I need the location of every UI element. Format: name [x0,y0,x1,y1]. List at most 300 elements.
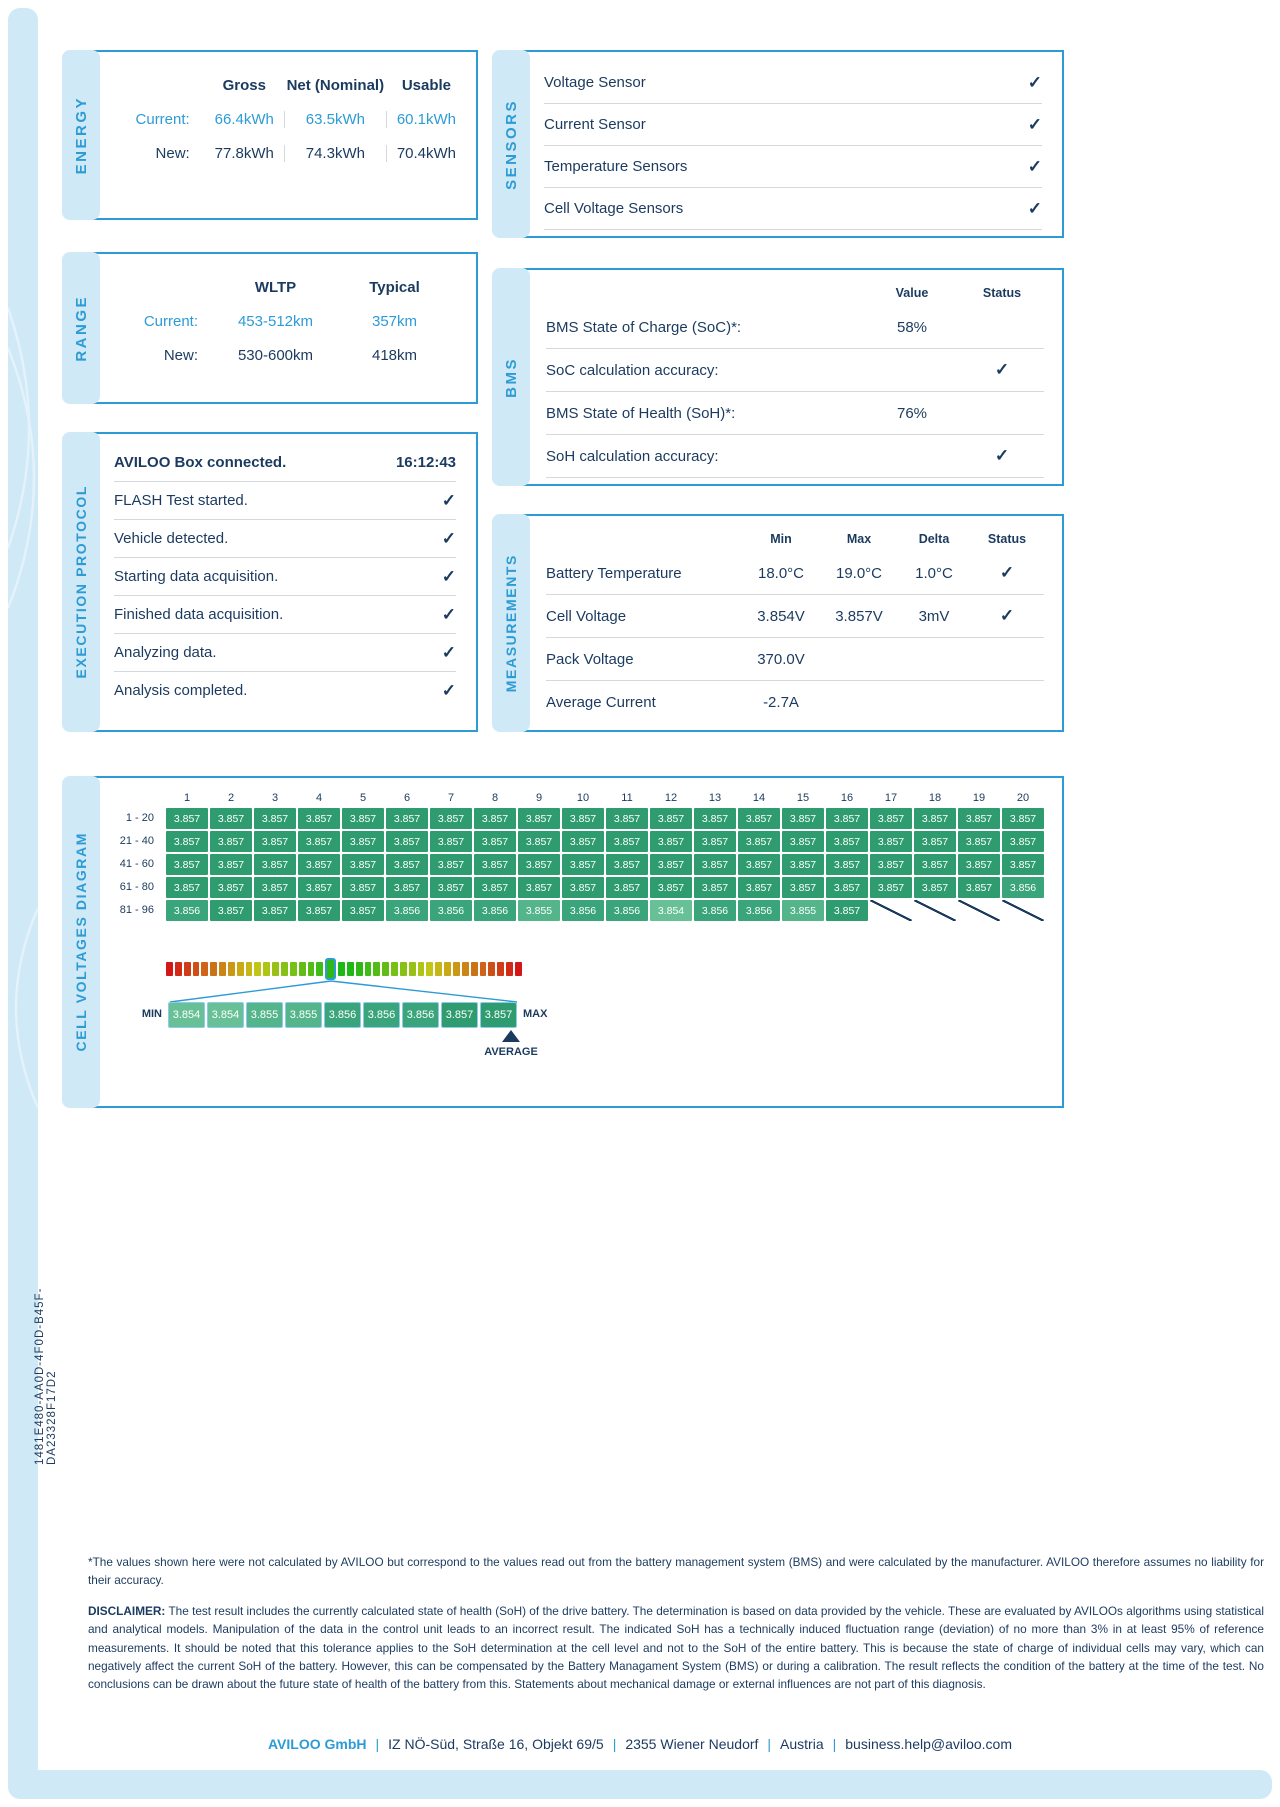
bms-col-status: Status [982,286,1022,300]
energy-new-net: 74.3kWh [284,145,386,162]
check-icon: ✓ [994,360,1010,379]
protocol-box-connected-label: AVILOO Box connected. [114,454,287,471]
min-max-zoom-row [168,1002,517,1028]
cell-voltage: 3.857 [474,808,516,829]
bms-col-value: Value [895,286,929,300]
range-new-typical: 418km [371,346,418,364]
cell-voltage: 3.857 [562,854,604,875]
cell-voltage: 3.857 [254,854,296,875]
measurement-min: 18.0°C [757,564,805,582]
scale-segment [462,962,469,976]
sensors-panel [518,50,1064,238]
scale-segment [356,962,363,976]
scale-segment [506,962,513,976]
cell-voltage: 3.857 [958,808,1000,829]
cell-voltage: 3.857 [650,808,692,829]
measurement-label: Pack Voltage [546,650,634,668]
scale-segment [281,962,288,976]
cell-voltage: 3.857 [298,900,340,921]
sensor-row [544,104,1042,146]
measurements-col-delta: Delta [918,532,950,546]
measurement-label: Average Current [546,693,656,711]
zoom-cell-voltage: 3.854 [168,1002,205,1028]
cell-voltage: 3.857 [430,877,472,898]
cell-voltage: 3.856 [562,900,604,921]
cell-voltage: 3.856 [430,900,472,921]
energy-current-usable: 60.1kWh [386,111,466,128]
cell-voltage: 3.854 [650,900,692,921]
range-header-row [106,270,466,304]
check-icon: ✓ [441,642,456,662]
scale-segment [263,962,270,976]
grid-row-label: 1 - 20 [125,812,154,824]
sensor-label: Voltage Sensor [544,74,646,91]
protocol-row-box-connected [114,444,456,482]
cell-voltage: 3.857 [1002,831,1044,852]
scale-segment [272,962,279,976]
cell-voltage: 3.857 [650,854,692,875]
cell-voltage: 3.857 [298,854,340,875]
scale-segment [471,962,478,976]
check-icon: ✓ [1027,198,1042,218]
section-tab-bms [492,268,530,486]
cell-voltage: 3.857 [166,877,208,898]
protocol-step-label: Analysis completed. [114,682,248,699]
cell-voltage: 3.857 [562,808,604,829]
cell-voltage: 3.857 [254,877,296,898]
cell-voltage: 3.857 [738,877,780,898]
zoom-cell-voltage: 3.854 [207,1002,244,1028]
energy-new-gross: 77.8kWh [214,144,274,162]
zoom-cell-voltage: 3.857 [480,1002,517,1028]
cell-voltage: 3.857 [210,808,252,829]
footer-city: 2355 Wiener Neudorf [625,1736,759,1752]
footer-separator: | [832,1736,837,1752]
decorative-curves [8,8,38,1792]
cell-voltage-grid [102,790,1044,921]
scale-segment [201,962,208,976]
scale-segment [193,962,200,976]
cell-voltage: 3.857 [386,877,428,898]
cell-voltage: 3.857 [342,808,384,829]
section-tab-cell-voltages-diagram [62,776,100,1108]
scale-segment [426,962,433,976]
cell-voltage: 3.857 [562,877,604,898]
zoom-cell-voltage: 3.856 [402,1002,439,1028]
protocol-row [114,596,456,634]
grid-column-number: 15 [796,792,810,804]
cell-voltage: 3.857 [694,808,736,829]
measurement-delta: 1.0°C [915,564,953,582]
cell-voltage: 3.857 [210,900,252,921]
disclaimer-label: DISCLAIMER: [88,1604,166,1618]
cell-voltage: 3.857 [606,877,648,898]
range-new-wltp: 530-600km [237,346,314,364]
section-tab-range [62,252,100,404]
bms-soc-value: 58% [896,318,928,336]
scale-segment [184,962,191,976]
check-icon: ✓ [441,566,456,586]
cell-voltage: 3.857 [826,900,868,921]
sensor-row [544,62,1042,104]
cell-voltage: 3.857 [826,808,868,829]
scale-segment [488,962,495,976]
bottom-decor-band [8,1770,1272,1799]
cell-voltage: 3.856 [606,900,648,921]
cell-voltage: 3.856 [1002,877,1044,898]
cell-voltages-panel [88,776,1064,1108]
measurement-row-cell-voltage [546,595,1044,638]
execution-protocol-panel [88,432,478,732]
cell-voltage: 3.857 [210,831,252,852]
check-icon: ✓ [441,604,456,624]
section-tab-sensors-label: SENSORS [502,98,520,190]
scale-segment [400,962,407,976]
measurement-min: 370.0V [757,650,805,668]
energy-panel [88,50,478,220]
range-current-wltp: 453-512km [237,312,314,330]
grid-column-number: 19 [972,792,986,804]
section-tab-cell-voltages-diagram-label: CELL VOLTAGES DIAGRAM [73,832,89,1052]
grid-column-number: 10 [576,792,590,804]
sensor-label: Cell Voltage Sensors [544,200,684,217]
cell-voltage: 3.857 [386,854,428,875]
cell-voltage: 3.857 [210,854,252,875]
cell-voltage: 3.857 [430,854,472,875]
cell-voltage: 3.857 [914,808,956,829]
protocol-row [114,520,456,558]
cell-voltage: 3.857 [694,831,736,852]
cell-voltage: 3.857 [738,854,780,875]
cell-voltage: 3.857 [606,854,648,875]
scale-segment [347,962,354,976]
cell-voltage: 3.857 [958,854,1000,875]
bms-soh-accuracy-label: SoH calculation accuracy: [546,447,719,465]
disclaimer-text: The test result includes the currently calculated state of health (SoH) of the drive battery. The determination is based on data provided by the vehicle. These are evaluated by AVILOOs algorithms using statistical and analytical models. Manipulation of the data in the control unit leads to an incorrect result. The indicated SoH has a technically induced fluctuation range (deviation) of no more than 3% in at least 95% of reference measurements. It should be noted that this tolerance applies to the SoH determination at the cell level and not to the SoH of the entire battery. This is because the state of charge of individual cells may vary, which can negatively affect the current SoH of the battery. However, this can be compensated by the Battery Managament System (BMS) or during a calibration. The result reflects the condition of the battery at the time of the test. No conclusions can be drawn about the future state of health of the battery from this. Statements about mechanical damage or external influences are not part of this diagnosis. [88,1604,1264,1692]
footer-email: business.help@aviloo.com [845,1736,1013,1752]
scale-segment [246,962,253,976]
cell-voltage: 3.857 [342,900,384,921]
scale-segment [219,962,226,976]
cell-voltage: 3.857 [474,877,516,898]
check-icon: ✓ [999,563,1015,582]
cell-voltage: 3.856 [694,900,736,921]
protocol-row [114,558,456,596]
grid-row-label: 81 - 96 [119,904,154,916]
cell-voltage: 3.857 [958,831,1000,852]
grid-corner [102,790,164,806]
check-icon: ✓ [441,490,456,510]
cell-voltage: 3.857 [298,831,340,852]
cell-voltage: 3.857 [782,831,824,852]
measurements-panel [518,514,1064,732]
measurements-col-min: Min [770,532,792,546]
bms-soh-value: 76% [896,404,928,422]
grid-column-number: 11 [621,792,633,804]
cell-voltage: 3.857 [958,877,1000,898]
range-row-current [106,304,466,338]
energy-col-net-nominal: Net (Nominal) [286,76,385,94]
protocol-step-label: Starting data acquisition. [114,568,279,585]
cell-voltage: 3.857 [606,831,648,852]
cell-voltage: 3.857 [210,877,252,898]
sensor-label: Temperature Sensors [544,158,688,175]
footer-separator: | [375,1736,380,1752]
grid-column-number: 1 [183,792,191,804]
cell-voltage: 3.857 [342,877,384,898]
grid-column-number: 3 [271,792,279,804]
scale-segment [480,962,487,976]
cell-voltage: 3.857 [166,854,208,875]
scale-segment [515,962,522,976]
cell-voltage: 3.857 [870,831,912,852]
grid-column-number: 7 [447,792,455,804]
energy-current-gross: 66.4kWh [214,110,274,128]
grid-column-number: 5 [359,792,367,804]
grid-column-number: 16 [840,792,854,804]
section-tab-range-label: RANGE [72,294,90,362]
scale-marker [325,958,336,980]
bms-header-row [546,280,1044,306]
average-label: AVERAGE [484,1046,538,1058]
grid-column-number: 4 [315,792,323,804]
cell-voltage: 3.857 [914,831,956,852]
bms-row-soc [546,306,1044,349]
measurement-delta: 3mV [918,607,950,625]
average-marker-triangle [502,1030,520,1042]
scale-segment [308,962,315,976]
measurements-header-row [546,526,1044,552]
zoom-cell-voltage: 3.857 [441,1002,478,1028]
section-tab-energy [62,50,100,220]
section-tab-bms-label: BMS [502,356,520,398]
footer-company: AVILOO GmbH [267,1736,367,1752]
zoom-cell-voltage: 3.856 [363,1002,400,1028]
check-icon: ✓ [1027,156,1042,176]
grid-column-number: 18 [928,792,942,804]
scale-segment [382,962,389,976]
cell-voltage: 3.857 [914,854,956,875]
cell-voltage-empty [914,900,956,921]
grid-column-number: 20 [1016,792,1030,804]
cell-voltage: 3.857 [1002,854,1044,875]
measurement-max: 19.0°C [835,564,883,582]
footer-separator: | [612,1736,617,1752]
bms-row-soh-accuracy [546,435,1044,478]
scale-segment [373,962,380,976]
grid-column-number: 9 [535,792,543,804]
range-current-typical: 357km [371,312,418,330]
zoom-cell-voltage: 3.856 [324,1002,361,1028]
range-panel [88,252,478,404]
energy-header-row [106,68,466,102]
cell-voltage: 3.856 [386,900,428,921]
cell-voltage: 3.857 [562,831,604,852]
energy-new-usable: 70.4kWh [386,145,466,162]
cell-voltage: 3.857 [342,854,384,875]
cell-voltage: 3.857 [298,877,340,898]
grid-column-number: 14 [752,792,766,804]
footer [0,1736,1280,1752]
left-decor-band [8,8,38,1792]
cell-voltage: 3.857 [254,831,296,852]
cell-voltage: 3.856 [474,900,516,921]
range-row-current-label: Current: [143,312,198,330]
check-icon: ✓ [441,680,456,700]
scale-segment [453,962,460,976]
cell-voltage: 3.857 [782,808,824,829]
check-icon: ✓ [994,446,1010,465]
scale-segment [316,962,323,976]
section-tab-sensors [492,50,530,238]
scale-segment [237,962,244,976]
measurement-row-average-current [546,681,1044,723]
scale-segment [409,962,416,976]
cell-voltage: 3.857 [386,808,428,829]
bms-panel [518,268,1064,486]
grid-column-number: 17 [884,792,898,804]
energy-col-usable: Usable [401,76,452,94]
grid-column-number: 2 [227,792,235,804]
scale-segment [254,962,261,976]
bms-soc-accuracy-label: SoC calculation accuracy: [546,361,719,379]
protocol-step-label: Vehicle detected. [114,530,229,547]
cell-voltage-empty [870,900,912,921]
cell-voltage: 3.857 [694,854,736,875]
measurement-min: -2.7A [763,693,799,711]
sensor-label: Current Sensor [544,116,646,133]
measurement-label: Cell Voltage [546,607,627,625]
cell-voltage: 3.857 [342,831,384,852]
max-label: MAX [523,1008,548,1020]
protocol-row [114,672,456,709]
range-row-new [106,338,466,372]
cell-voltage: 3.857 [518,808,560,829]
scale-segment [338,962,345,976]
cell-voltage: 3.857 [826,877,868,898]
cell-voltage: 3.857 [166,808,208,829]
scale-segment [444,962,451,976]
cell-voltage: 3.856 [166,900,208,921]
cell-voltage: 3.856 [738,900,780,921]
footer-address: IZ NÖ-Süd, Straße 16, Objekt 69/5 [388,1736,604,1752]
cell-voltage: 3.857 [430,831,472,852]
voltage-scale-bar [166,962,522,976]
cell-voltage: 3.855 [518,900,560,921]
disclaimer-paragraph [88,1602,1264,1693]
range-col-wltp: WLTP [254,278,297,296]
protocol-step-label: Analyzing data. [114,644,217,661]
cell-voltage: 3.857 [738,831,780,852]
energy-row-new [106,136,466,170]
cell-voltage: 3.857 [166,831,208,852]
sensor-row [544,146,1042,188]
check-icon: ✓ [1027,114,1042,134]
cell-voltage: 3.857 [694,877,736,898]
scale-segment [299,962,306,976]
cell-voltage: 3.857 [474,854,516,875]
scale-segment [497,962,504,976]
protocol-time: 16:12:43 [395,454,456,471]
bms-row-soc-accuracy [546,349,1044,392]
measurement-min: 3.854V [757,607,805,625]
cell-voltage: 3.857 [738,808,780,829]
bms-row-soh [546,392,1044,435]
cell-voltage: 3.855 [782,900,824,921]
range-col-typical: Typical [369,278,420,296]
bms-soh-label: BMS State of Health (SoH)*: [546,404,736,422]
scale-segment [175,962,182,976]
measurement-label: Battery Temperature [546,564,682,582]
cell-voltage: 3.857 [606,808,648,829]
energy-current-net: 63.5kWh [284,111,386,128]
cell-voltage: 3.857 [254,808,296,829]
protocol-row [114,634,456,672]
protocol-step-label: Finished data acquisition. [114,606,284,623]
section-tab-measurements-label: MEASUREMENTS [503,553,519,693]
grid-column-number: 6 [403,792,411,804]
measurements-col-status: Status [987,532,1027,546]
scale-segment [228,962,235,976]
grid-row-label: 21 - 40 [119,835,154,847]
bms-values-footnote: *The values shown here were not calculated by AVILOO but correspond to the values read out from the battery management system (BMS) and were calculated by the manufacturer. AVILOO therefore assumes no liability for their accuracy. [88,1555,1264,1588]
cell-voltage: 3.857 [870,854,912,875]
cell-voltage: 3.857 [298,808,340,829]
check-icon: ✓ [441,528,456,548]
cell-voltage: 3.857 [518,877,560,898]
cell-voltage: 3.857 [474,831,516,852]
footer-separator: | [767,1736,772,1752]
energy-row-current-label: Current: [135,110,190,128]
section-tab-measurements [492,514,530,732]
cell-voltage: 3.857 [870,877,912,898]
cell-voltage: 3.857 [518,831,560,852]
grid-column-number: 12 [664,792,678,804]
protocol-step-label: FLASH Test started. [114,492,248,509]
cell-voltage: 3.857 [518,854,560,875]
scale-segment [391,962,398,976]
scale-segment [365,962,372,976]
cell-voltage: 3.857 [870,808,912,829]
measurement-row-battery-temperature [546,552,1044,595]
document-id: 1481E480-AA0D-4F0D-B45F-DA23328F17D2 [34,1287,58,1465]
energy-col-gross: Gross [222,76,266,94]
check-icon: ✓ [1027,72,1042,92]
energy-row-new-label: New: [155,144,190,162]
measurement-max: 3.857V [835,607,883,625]
grid-column-number: 13 [708,792,722,804]
scale-segment [210,962,217,976]
protocol-row [114,482,456,520]
section-tab-execution-protocol [62,432,100,732]
measurements-col-max: Max [846,532,872,546]
cell-voltage-empty [958,900,1000,921]
measurement-row-pack-voltage [546,638,1044,681]
cell-voltage: 3.857 [386,831,428,852]
scale-segment [290,962,297,976]
min-label: MIN [141,1008,162,1020]
range-row-new-label: New: [163,346,198,364]
energy-row-current [106,102,466,136]
cell-voltage: 3.857 [650,831,692,852]
cell-voltage-empty [1002,900,1044,921]
cell-voltage: 3.857 [254,900,296,921]
grid-column-number: 8 [491,792,499,804]
cell-voltage: 3.857 [650,877,692,898]
cell-voltage: 3.857 [826,854,868,875]
cell-voltage: 3.857 [826,831,868,852]
cell-voltage: 3.857 [1002,808,1044,829]
